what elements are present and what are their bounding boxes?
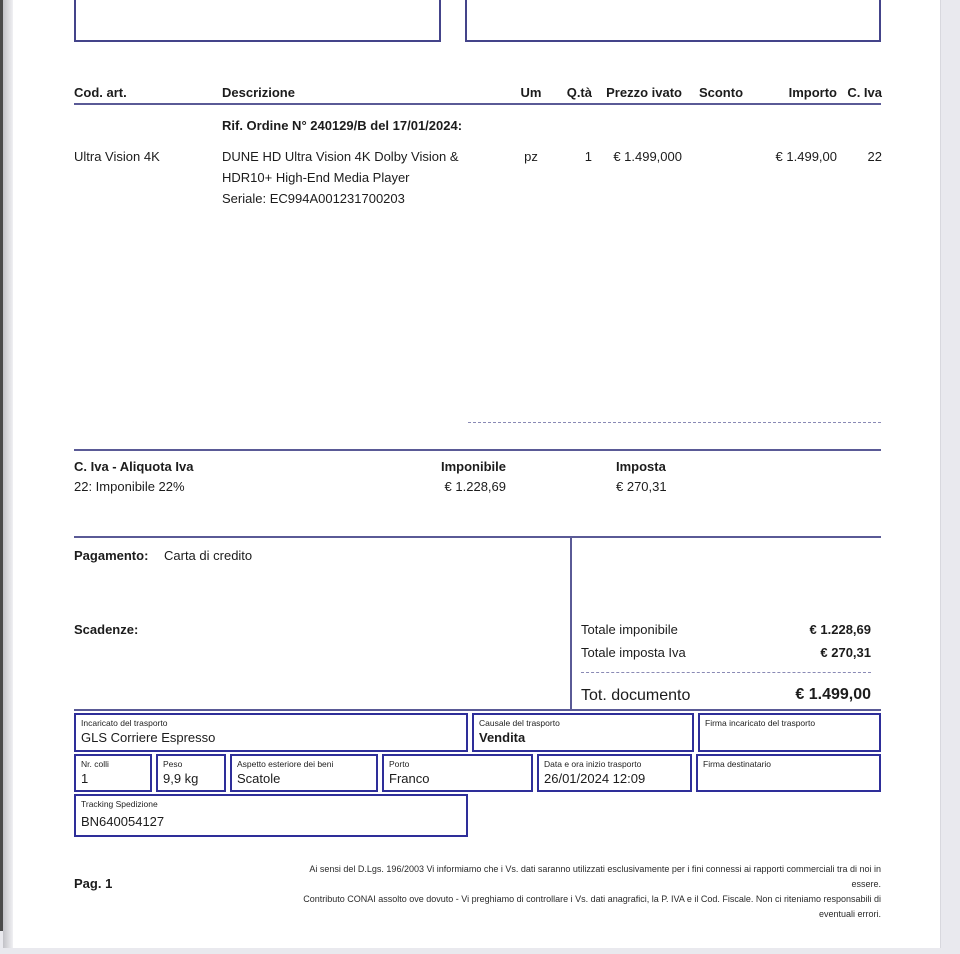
transport-recipient-signature-label: Firma destinatario bbox=[703, 759, 772, 769]
grand-total-dashed-rule bbox=[581, 672, 871, 673]
transport-port-box bbox=[382, 754, 533, 792]
transport-weight-box bbox=[156, 754, 226, 792]
tracking-label: Tracking Spedizione bbox=[81, 799, 158, 809]
transport-carrier-signature-box bbox=[698, 713, 881, 752]
transport-carrier-value: GLS Corriere Espresso bbox=[81, 730, 216, 745]
total-imponibile-value: € 1.228,69 bbox=[809, 622, 871, 637]
payment-section-bottom-rule bbox=[74, 709, 881, 711]
grand-total-value: € 1.499,00 bbox=[795, 686, 871, 703]
col-header-cod-art: Cod. art. bbox=[74, 85, 127, 100]
vat-col-imposta: Imposta bbox=[616, 459, 666, 474]
payment-section-divider bbox=[570, 536, 572, 711]
transport-reason-value: Vendita bbox=[479, 730, 526, 745]
legal-notice bbox=[280, 862, 881, 922]
transport-packages-box bbox=[74, 754, 152, 792]
item-description-line2: HDR10+ High-End Media Player bbox=[222, 170, 410, 185]
payment-value: Carta di credito bbox=[164, 548, 253, 563]
grand-total-label: Tot. documento bbox=[581, 687, 691, 704]
legal-notice-line2: Contributo CONAI assolto ove dovuto - Vi preghiamo di controllare i Vs. dati anagrafici, la P. IVA e il Cod. Fiscale. Non ci riteniamo responsabili di eventuali errori. bbox=[303, 894, 881, 919]
sender-address-box bbox=[74, 0, 441, 42]
col-header-importo: Importo bbox=[788, 85, 837, 100]
total-imponibile-label: Totale imponibile bbox=[581, 622, 678, 637]
transport-packages-label: Nr. colli bbox=[81, 759, 109, 769]
transport-carrier-signature-label: Firma incaricato del trasporto bbox=[705, 718, 816, 728]
vat-col-imponibile: Imponibile bbox=[441, 459, 506, 474]
order-reference: Rif. Ordine N° 240129/B del 17/01/2024: bbox=[222, 118, 463, 133]
transport-port-label: Porto bbox=[389, 759, 410, 769]
vat-row-imposta: € 270,31 bbox=[616, 479, 667, 494]
col-header-qta: Q.tà bbox=[566, 85, 592, 100]
total-imposta-label: Totale imposta Iva bbox=[581, 645, 686, 660]
transport-reason-box bbox=[472, 713, 694, 752]
item-amount: € 1.499,00 bbox=[775, 149, 837, 164]
item-description bbox=[222, 146, 512, 209]
scan-edge-right bbox=[940, 0, 941, 948]
col-header-descrizione: Descrizione bbox=[222, 85, 295, 100]
transport-appearance-value: Scatole bbox=[237, 771, 281, 786]
item-description-line3: Seriale: EC994A001231700203 bbox=[222, 191, 405, 206]
col-header-c-iva: C. Iva bbox=[847, 85, 882, 100]
transport-datetime-box bbox=[537, 754, 692, 792]
vat-row-aliquota: 22: Imponibile 22% bbox=[74, 479, 185, 494]
transport-appearance-label: Aspetto esteriore dei beni bbox=[237, 759, 334, 769]
item-vat-code: 22 bbox=[867, 149, 882, 164]
transport-weight-value: 9,9 kg bbox=[163, 771, 199, 786]
item-code: Ultra Vision 4K bbox=[74, 149, 160, 164]
payment-section-top-rule bbox=[74, 536, 881, 538]
vat-col-aliquota: C. Iva - Aliquota Iva bbox=[74, 459, 194, 474]
col-header-um: Um bbox=[520, 85, 542, 100]
scan-edge-left-shadow bbox=[3, 0, 13, 948]
transport-appearance-box bbox=[230, 754, 378, 792]
transport-recipient-signature-box bbox=[696, 754, 881, 792]
transport-datetime-label: Data e ora inizio trasporto bbox=[544, 759, 642, 769]
recipient-address-box bbox=[465, 0, 881, 42]
transport-carrier-box bbox=[74, 713, 468, 752]
transport-packages-value: 1 bbox=[81, 771, 89, 786]
transport-weight-label: Peso bbox=[163, 759, 183, 769]
col-header-sconto: Sconto bbox=[698, 85, 744, 100]
tracking-value: BN640054127 bbox=[81, 814, 165, 829]
scadenze-label: Scadenze: bbox=[74, 622, 139, 637]
col-header-prezzo-ivato: Prezzo ivato bbox=[606, 85, 682, 100]
item-qty: 1 bbox=[584, 149, 592, 164]
item-unit-price: € 1.499,000 bbox=[613, 149, 682, 164]
vat-row-imponibile: € 1.228,69 bbox=[444, 479, 506, 494]
transport-carrier-label: Incaricato del trasporto bbox=[81, 718, 168, 728]
legal-notice-line1: Ai sensi del D.Lgs. 196/2003 Vi informiamo che i Vs. dati saranno utilizzati esclusivamente per i fini connessi ai rapporti commerciali tra di noi in essere. bbox=[309, 864, 881, 889]
item-um: pz bbox=[524, 149, 538, 164]
table-header-rule bbox=[74, 103, 881, 105]
page-number: Pag. 1 bbox=[74, 876, 113, 891]
transport-port-value: Franco bbox=[389, 771, 430, 786]
transport-datetime-value: 26/01/2024 12:09 bbox=[544, 771, 646, 786]
transport-reason-label: Causale del trasporto bbox=[479, 718, 560, 728]
vat-summary-top-rule bbox=[74, 449, 881, 451]
item-description-line1: DUNE HD Ultra Vision 4K Dolby Vision & bbox=[222, 149, 459, 164]
totals-dashed-rule bbox=[468, 422, 881, 423]
payment-label: Pagamento: bbox=[74, 548, 149, 563]
tracking-box bbox=[74, 794, 468, 837]
total-imposta-value: € 270,31 bbox=[820, 645, 871, 660]
